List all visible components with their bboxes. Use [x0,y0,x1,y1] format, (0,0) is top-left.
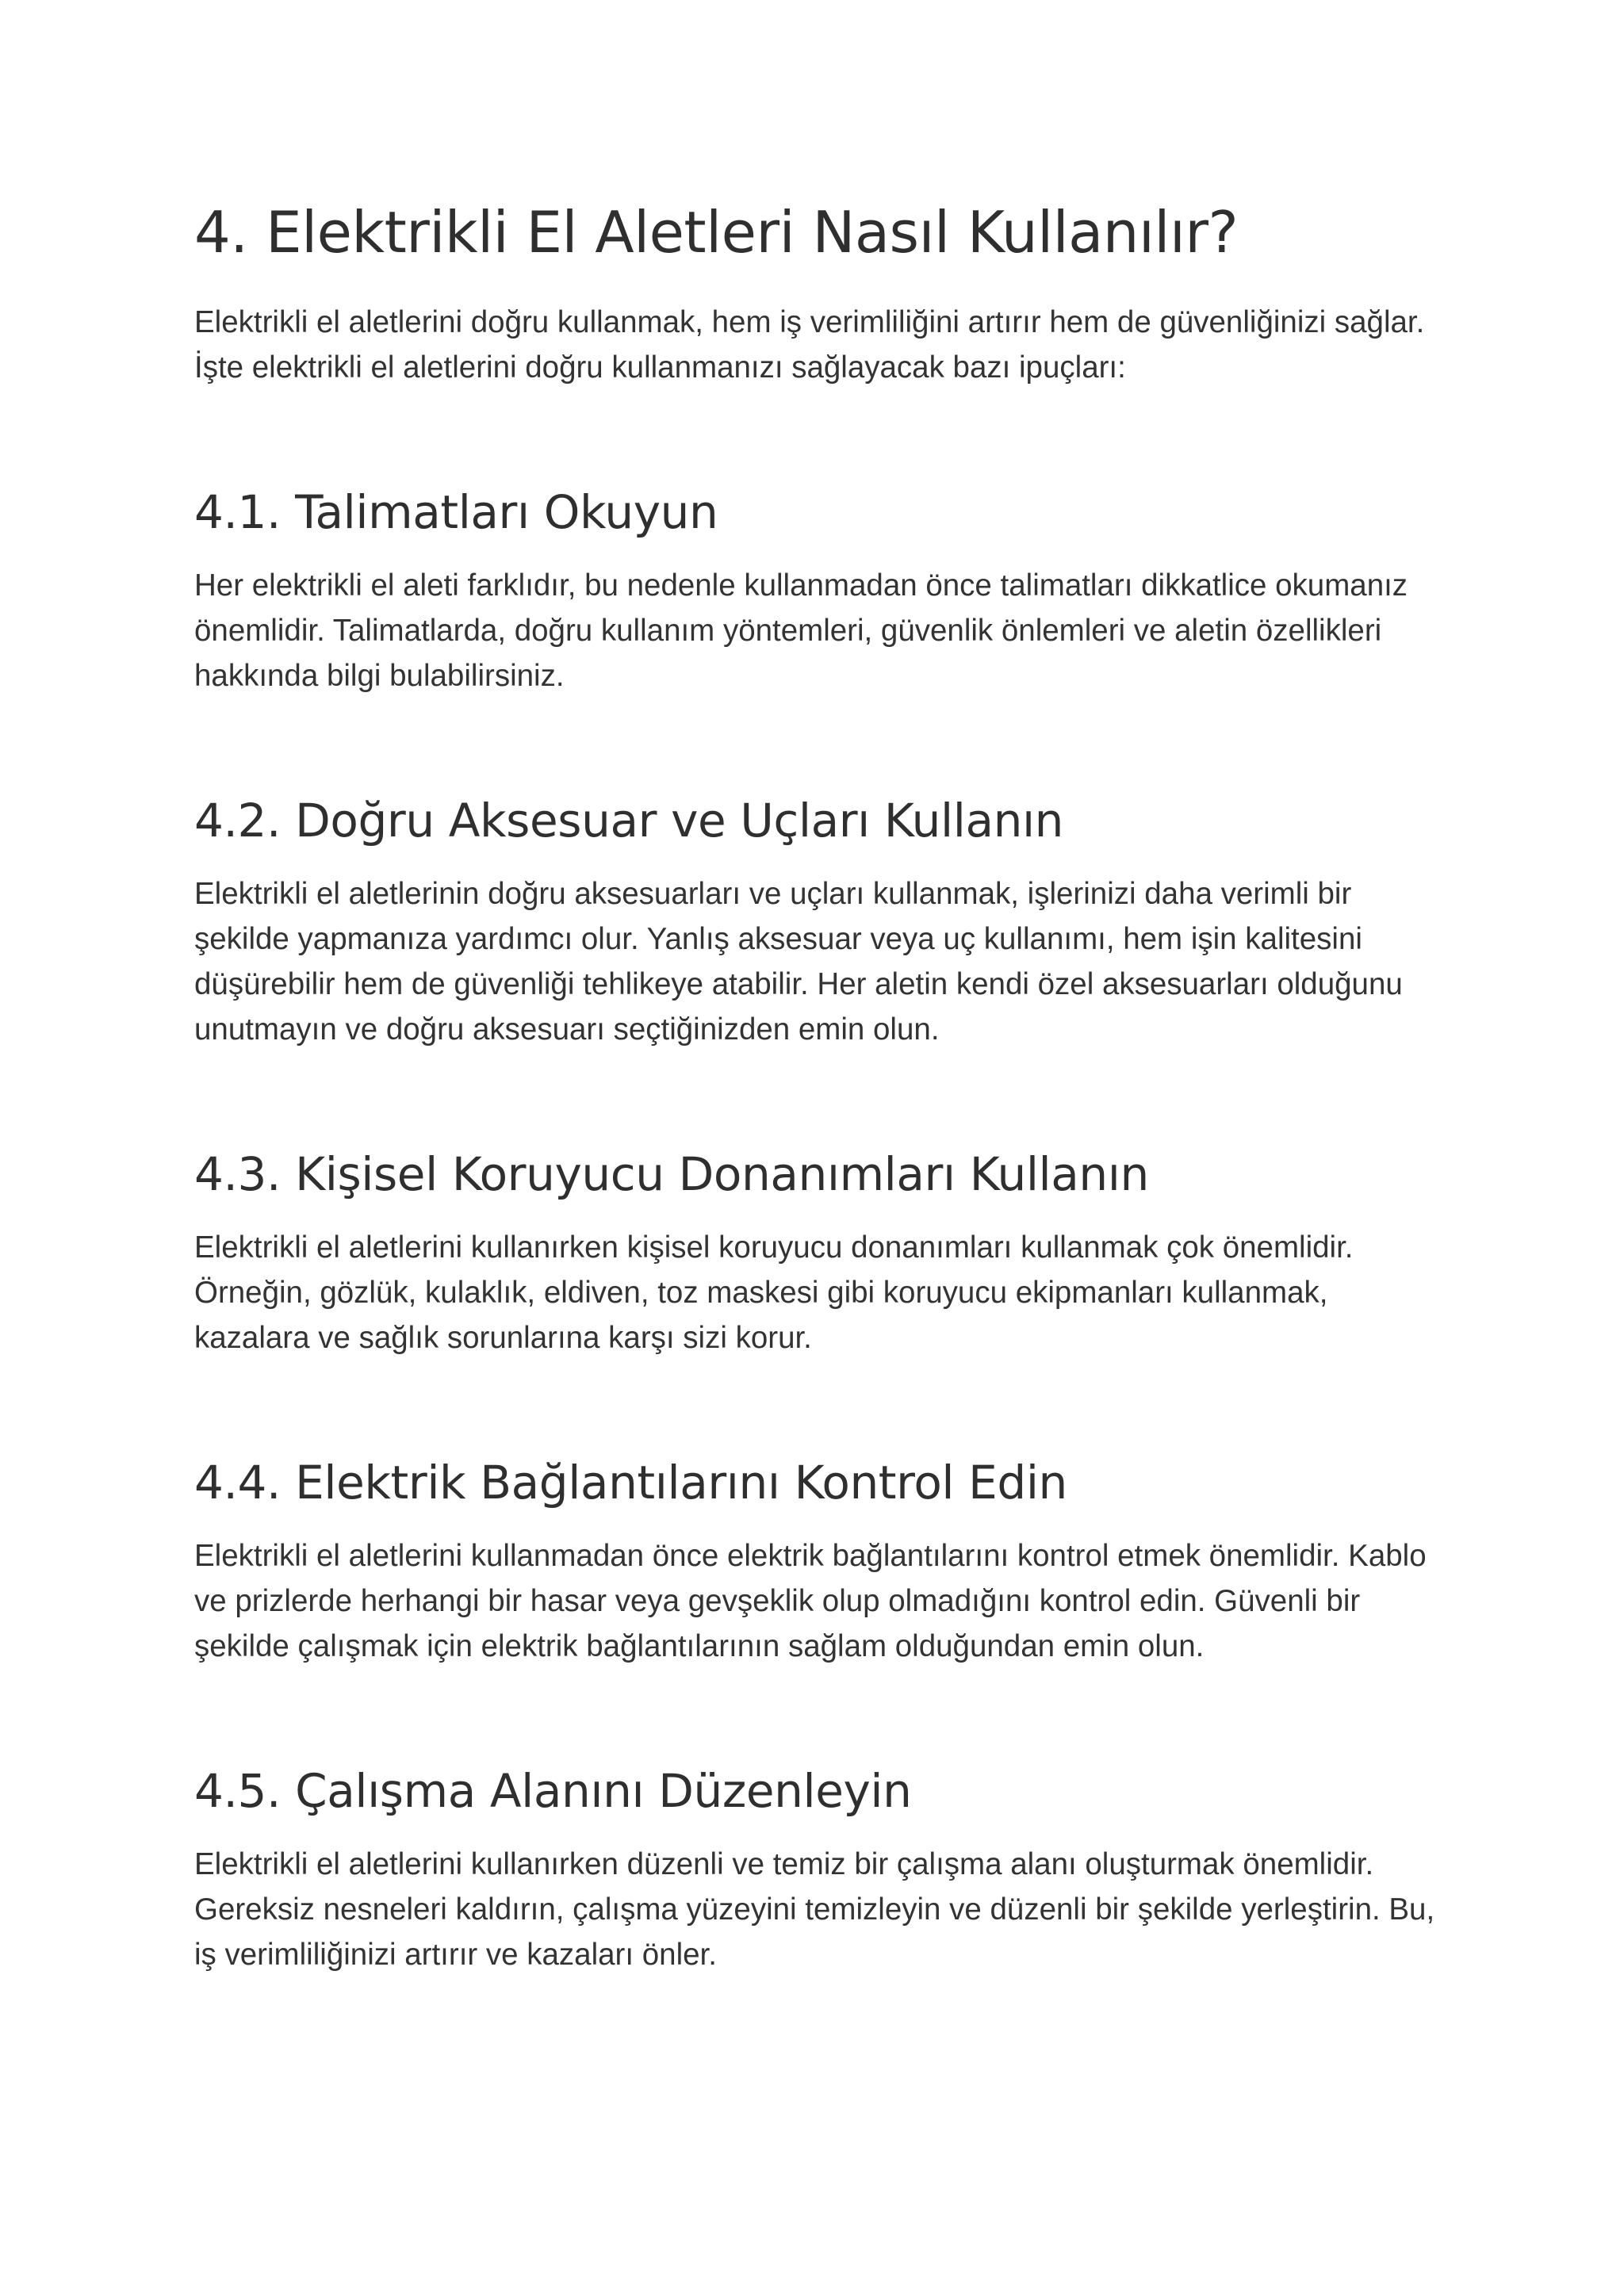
page-title: 4. Elektrikli El Aletleri Nasıl Kullanılır? [194,199,1239,266]
intro-block [194,300,1447,390]
section-heading: 4.3. Kişisel Koruyucu Donanımları Kullanın [194,1147,1149,1201]
section-paragraph: Elektrikli el aletlerini kullanırken düzenli ve temiz bir çalışma alanı oluşturmak önemlidir. Gereksiz nesneleri kaldırın, çalışma yüzeyini temizleyin ve düzenli bir şekilde yerleştirin. Bu, iş verimliliğinizi artırır ve kazaları önler. [194,1847,1435,1972]
section-elektrik-baglantilari [194,1449,1447,1669]
section-heading: 4.4. Elektrik Bağlantılarını Kontrol Edin [194,1456,1067,1510]
section-aksesuar [194,787,1447,1052]
section-paragraph: Her elektrikli el aleti farklıdır, bu nedenle kullanmadan önce talimatları dikkatlice okumanız önemlidir. Talimatlarda, doğru kullanım yöntemleri, güvenlik önlemleri ve aletin özellikleri hakkında bilgi bulabilirsiniz. [194,568,1408,693]
section-talimatlar [194,479,1447,698]
section-paragraph: Elektrikli el aletlerini kullanırken kişisel koruyucu donanımları kullanmak çok önemlidir. Örneğin, gözlük, kulaklık, eldiven, toz maskesi gibi koruyucu ekipmanları kullanmak, kazalara ve sağlık sorunlarına karşı sizi korur. [194,1230,1354,1355]
intro-paragraph: Elektrikli el aletlerini doğru kullanmak, hem iş verimliliğini artırır hem de güvenliğinizi sağlar. İşte elektrikli el aletlerini doğru kullanmanızı sağlayacak bazı ipuçları: [194,305,1425,385]
section-heading: 4.1. Talimatları Okuyun [194,485,718,539]
document-content [194,189,1447,1977]
section-paragraph: Elektrikli el aletlerinin doğru aksesuarları ve uçları kullanmak, işlerinizi daha verimli bir şekilde yapmanıza yardımcı olur. Yanlış aksesuar veya uç kullanımı, hem işin kalitesini düşürebilir hem de güvenliği tehlikeye atabilir. Her aletin kendi özel aksesuarları olduğunu unutmayın ve doğru aksesuarı seçtiğinizden emin olun. [194,877,1403,1047]
section-heading: 4.2. Doğru Aksesuar ve Uçları Kullanın [194,794,1064,848]
section-calisma-alani [194,1758,1447,1977]
section-paragraph: Elektrikli el aletlerini kullanmadan önce elektrik bağlantılarını kontrol etmek önemlidir. Kablo ve prizlerde herhangi bir hasar veya gevşeklik olup olmadığını kontrol edin. Güvenli bir şekilde çalışmak için elektrik bağlantılarının sağlam olduğundan emin olun. [194,1539,1427,1663]
section-koruyucu-donanim [194,1141,1447,1360]
section-heading: 4.5. Çalışma Alanını Düzenleyin [194,1764,912,1818]
